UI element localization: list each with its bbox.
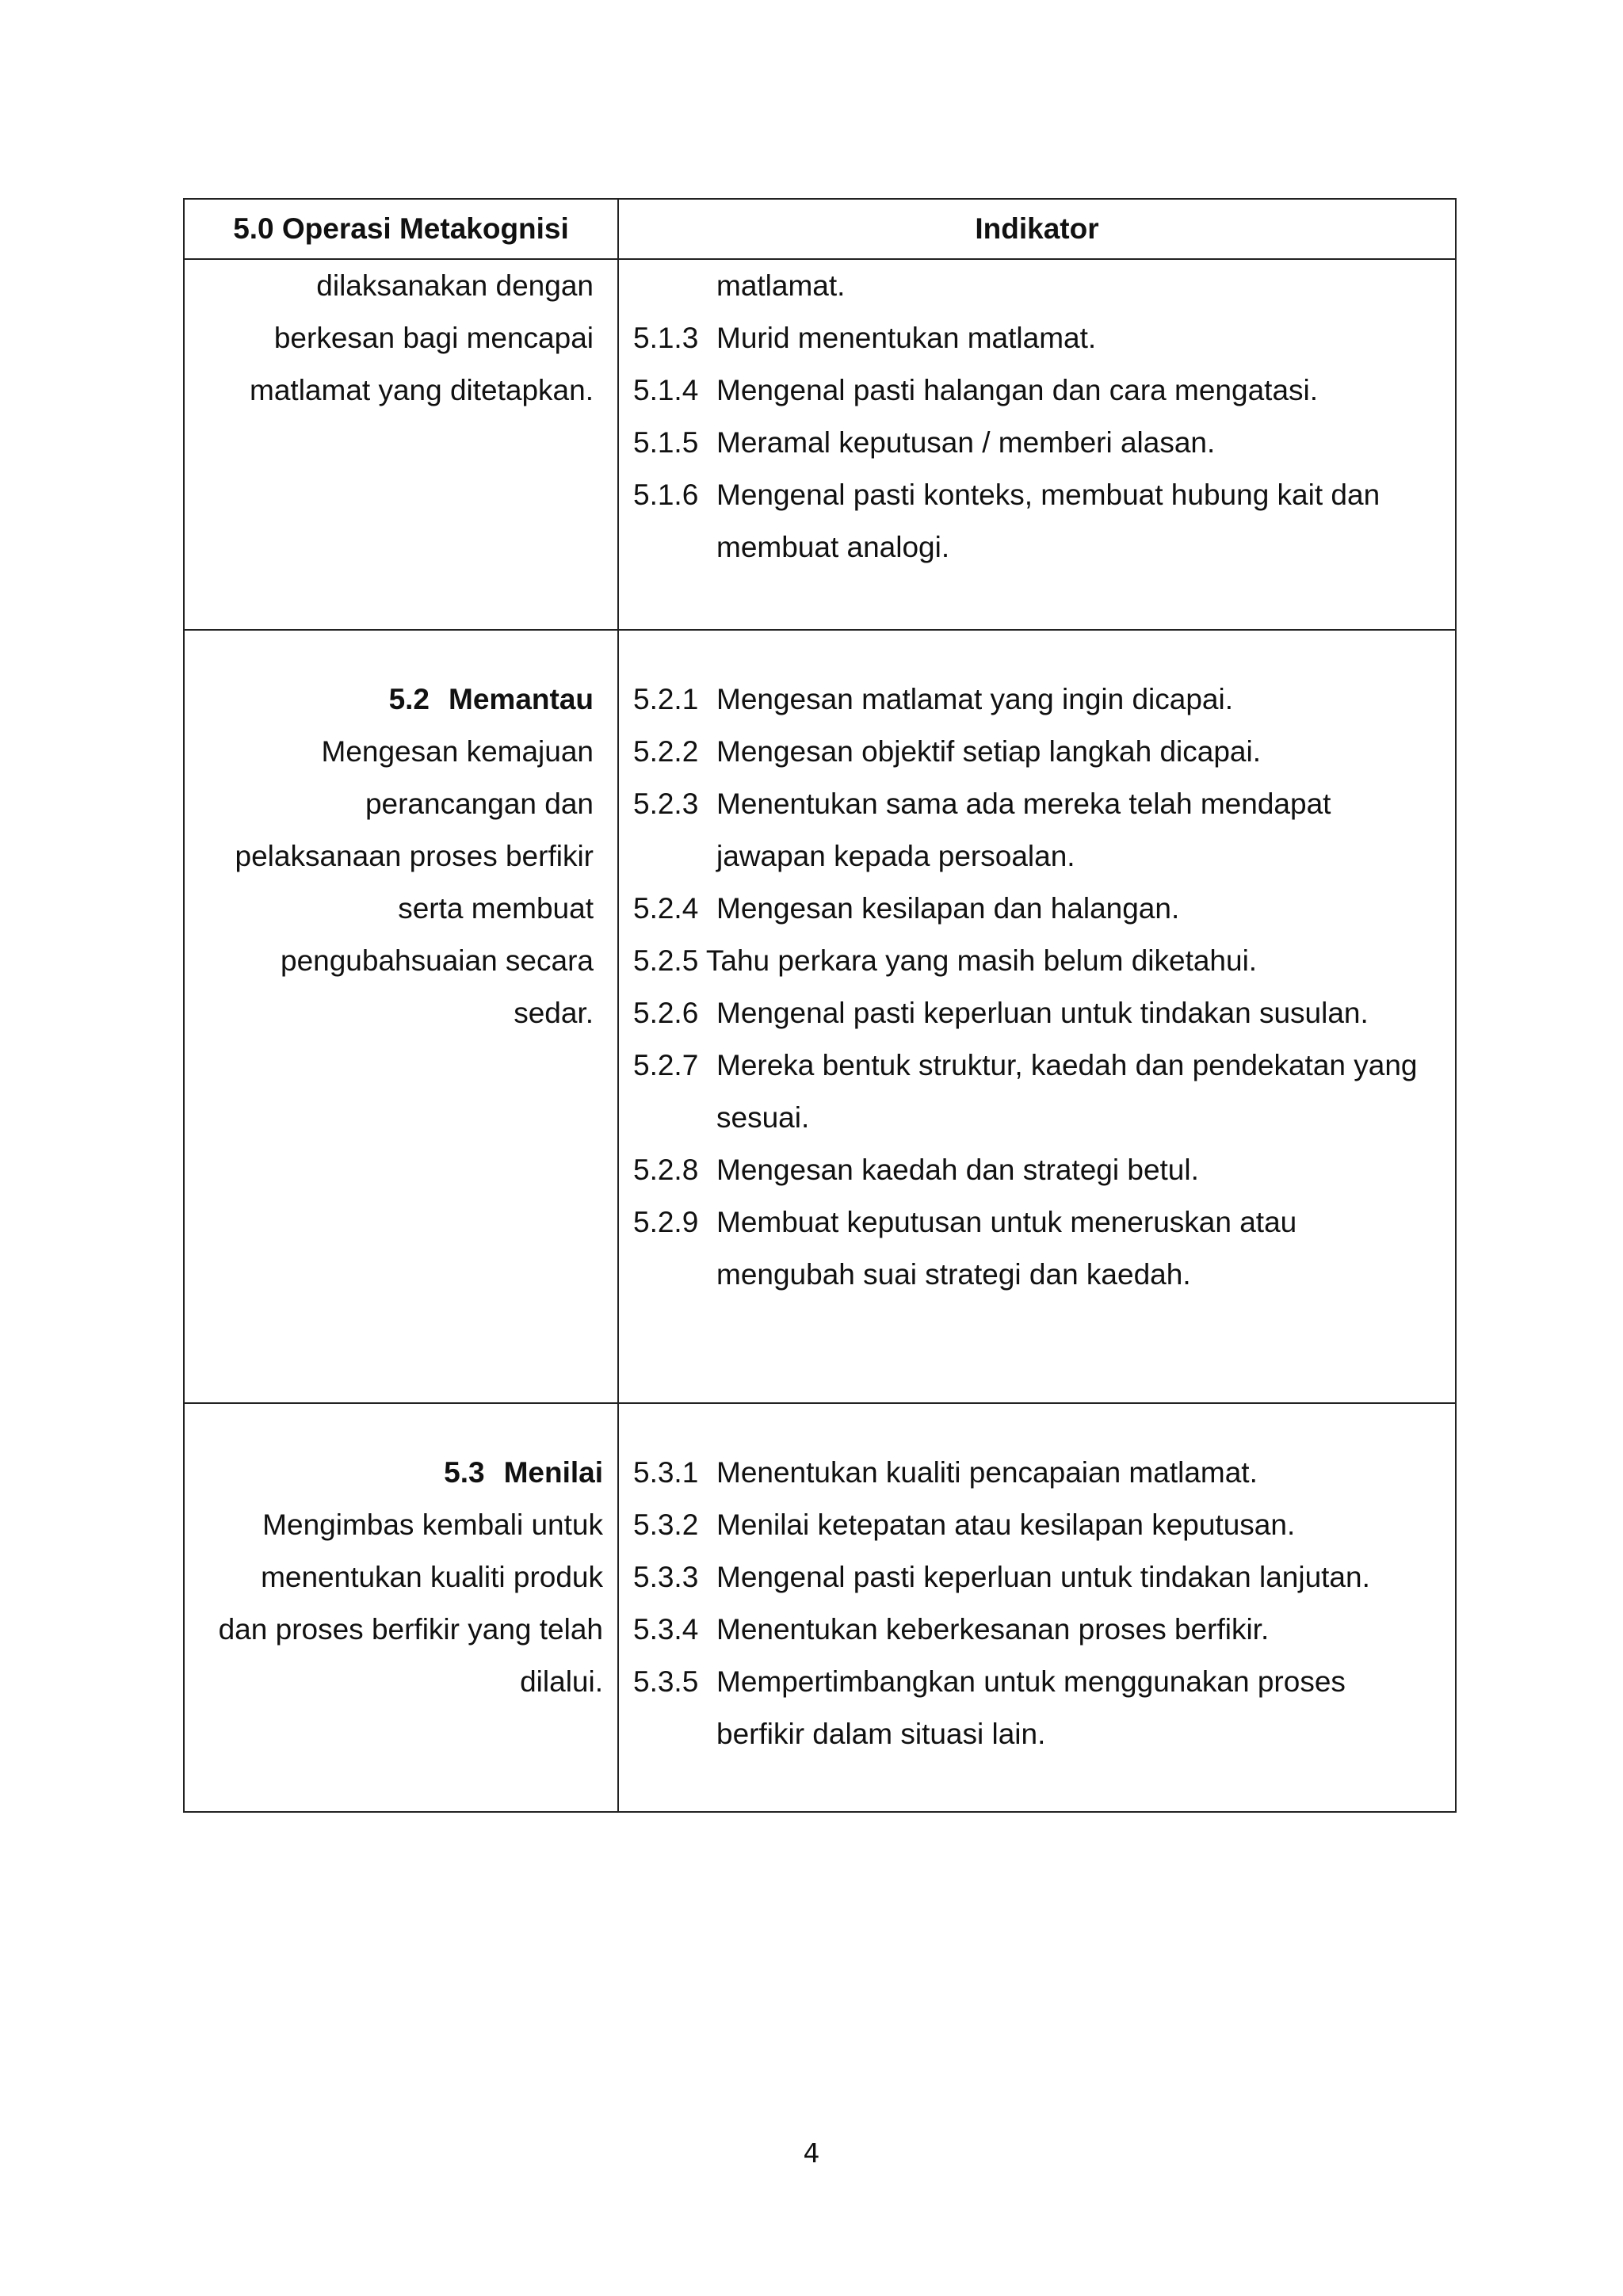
- operation-line: matlamat yang ditetapkan.: [250, 374, 594, 406]
- operation-line: Mengesan kemajuan: [321, 735, 594, 768]
- indicator-number: 5.1.5: [633, 426, 699, 459]
- table-row: [184, 259, 1456, 630]
- operation-line: perancangan dan: [365, 788, 594, 820]
- operation-line: dilaksanakan dengan: [316, 269, 594, 302]
- indicator-number: 5.3.2: [633, 1508, 699, 1541]
- indicator-text: Menentukan keberkesanan proses berfikir.: [716, 1613, 1270, 1646]
- operation-cell: [184, 259, 618, 630]
- indicator-item: [633, 1144, 1455, 1196]
- indicator-item: [633, 1039, 1455, 1092]
- indicator-number: 5.2.3: [633, 788, 699, 820]
- indicator-item: 5.2.5 Tahu perkara yang masih belum diketahui.: [633, 944, 1258, 977]
- indicator-number: 5.2.1: [633, 683, 699, 715]
- indicator-number: 5.3.5: [633, 1665, 699, 1698]
- operation-cell: [184, 1403, 618, 1812]
- operation-line: sedar.: [514, 997, 594, 1029]
- indicator-number: 5.2.8: [633, 1154, 699, 1186]
- section-title: Memantau: [449, 683, 594, 715]
- indicator-text: Menentukan kualiti pencapaian matlamat.: [716, 1456, 1258, 1489]
- indicator-text: Murid menentukan matlamat.: [716, 322, 1097, 354]
- table-row: [184, 630, 1456, 1403]
- indicator-number: 5.1.4: [633, 374, 699, 406]
- indicator-text: Mereka bentuk struktur, kaedah dan pendekatan yang: [716, 1049, 1418, 1081]
- operation-cell: [184, 630, 618, 1403]
- section-number: 5.2: [388, 683, 430, 715]
- section-title: Menilai: [503, 1456, 603, 1489]
- indicator-item: [633, 778, 1455, 830]
- indicator-item: [633, 312, 1455, 364]
- indicator-text: Menentukan sama ada mereka telah mendapat: [716, 788, 1331, 820]
- indicator-text: Mengesan matlamat yang ingin dicapai.: [716, 683, 1233, 715]
- indicator-text: Mengenal pasti keperluan untuk tindakan lanjutan.: [716, 1561, 1370, 1593]
- indicator-cell: [618, 630, 1456, 1403]
- indicator-item: [633, 987, 1455, 1039]
- indicator-item: [633, 417, 1455, 469]
- indicator-item: [633, 726, 1455, 778]
- operation-line: pengubahsuaian secara: [281, 944, 594, 977]
- indicator-item: [633, 469, 1455, 521]
- operation-line: menentukan kualiti produk: [261, 1561, 603, 1593]
- section-heading: [185, 1447, 603, 1499]
- indicator-text: Mengenal pasti konteks, membuat hubung kait dan: [716, 479, 1381, 511]
- operation-line: dan proses berfikir yang telah: [218, 1613, 603, 1646]
- operation-line: Mengimbas kembali untuk: [262, 1508, 603, 1541]
- indicator-text: Mengenal pasti keperluan untuk tindakan susulan.: [716, 997, 1369, 1029]
- indicator-cell: [618, 1403, 1456, 1812]
- indicator-text: Mengesan kesilapan dan halangan.: [716, 892, 1180, 925]
- indicator-number: 5.3.3: [633, 1561, 699, 1593]
- indicator-number: 5.1.6: [633, 479, 699, 511]
- indicator-item: [633, 1551, 1455, 1604]
- indicator-item: [633, 673, 1455, 726]
- indicator-continuation: sesuai.: [716, 1101, 810, 1134]
- indicator-continuation: jawapan kepada persoalan.: [716, 840, 1075, 872]
- operation-line: pelaksanaan proses berfikir: [235, 840, 594, 872]
- indicator-number: 5.1.3: [633, 322, 699, 354]
- indicator-number: 5.2.9: [633, 1206, 699, 1238]
- header-operation: 5.0 Operasi Metakognisi: [184, 199, 618, 259]
- indicator-text: Mengesan kaedah dan strategi betul.: [716, 1154, 1199, 1186]
- indicator-item: [633, 1499, 1455, 1551]
- indicator-text: Mempertimbangkan untuk menggunakan proses: [716, 1665, 1346, 1698]
- indicator-number: 5.2.2: [633, 735, 699, 768]
- section-number: 5.3: [444, 1456, 485, 1489]
- indicator-item: [633, 1604, 1455, 1656]
- indicator-item: [633, 883, 1455, 935]
- indicator-cell: [618, 259, 1456, 630]
- indicator-number: 5.2.6: [633, 997, 699, 1029]
- table-header-row: [184, 199, 1456, 259]
- operation-line: serta membuat: [398, 892, 594, 925]
- indicator-text: Menilai ketepatan atau kesilapan keputusan.: [716, 1508, 1296, 1541]
- indicator-number: 5.2.4: [633, 892, 699, 925]
- indicator-number: 5.3.1: [633, 1456, 699, 1489]
- indicator-continuation: berfikir dalam situasi lain.: [716, 1718, 1046, 1750]
- indicator-number: 5.2.7: [633, 1049, 699, 1081]
- indicator-text: Mengesan objektif setiap langkah dicapai.: [716, 735, 1262, 768]
- indicator-item: [633, 1196, 1455, 1249]
- metacognition-table: [183, 198, 1457, 1813]
- indicator-text: Membuat keputusan untuk meneruskan atau: [716, 1206, 1297, 1238]
- operation-line: berkesan bagi mencapai: [273, 322, 594, 354]
- page-number: 4: [803, 2138, 820, 2168]
- indicator-continuation: matlamat.: [716, 269, 846, 302]
- indicator-text: Meramal keputusan / memberi alasan.: [716, 426, 1216, 459]
- indicator-text: Mengenal pasti halangan dan cara mengatasi.: [716, 374, 1319, 406]
- indicator-item: [633, 1656, 1455, 1708]
- operation-line: dilalui.: [520, 1665, 603, 1698]
- indicator-continuation: mengubah suai strategi dan kaedah.: [716, 1258, 1191, 1291]
- section-heading: [185, 673, 594, 726]
- indicator-number: 5.3.4: [633, 1613, 699, 1646]
- indicator-item: [633, 364, 1455, 417]
- indicator-continuation: membuat analogi.: [716, 531, 950, 563]
- table-row: [184, 1403, 1456, 1812]
- header-indicator: Indikator: [618, 199, 1456, 259]
- indicator-item: [633, 1447, 1455, 1499]
